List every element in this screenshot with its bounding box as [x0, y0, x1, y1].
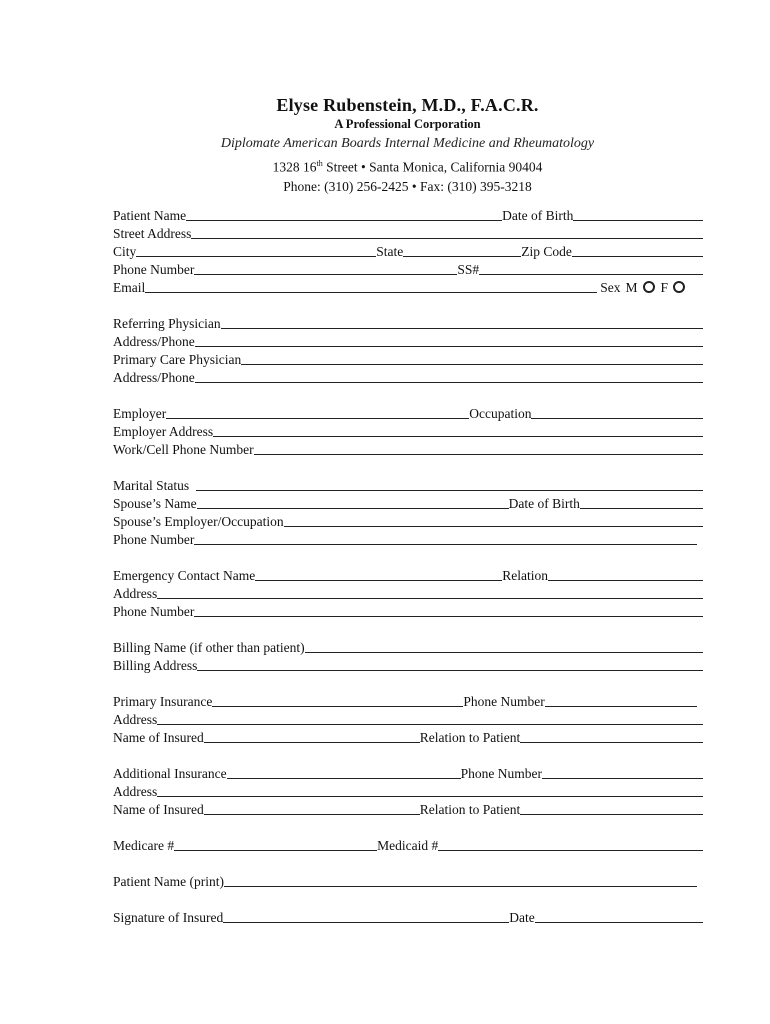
state-field[interactable] — [403, 244, 521, 257]
pcp-field[interactable] — [241, 352, 703, 365]
spouse-name-field[interactable] — [197, 496, 509, 509]
additional-insured-field[interactable] — [204, 802, 420, 815]
office-phone-fax: Phone: (310) 256-2425 • Fax: (310) 395-3218 — [283, 178, 532, 194]
row-employer — [113, 404, 703, 422]
medicare-field[interactable] — [174, 838, 377, 851]
additional-relation-label: Relation to Patient — [419, 802, 521, 817]
primary-insurance-field[interactable] — [212, 694, 463, 707]
additional-relation-field[interactable] — [520, 802, 703, 815]
row-emergency-phone — [113, 602, 703, 620]
phone-label: Phone Number — [113, 262, 195, 277]
spouse-name-label: Spouse’s Name — [113, 496, 197, 511]
patient-print-label: Patient Name (print) — [113, 874, 224, 889]
row-pcp-address — [113, 368, 703, 386]
additional-insurance-label: Additional Insurance — [113, 766, 227, 781]
state-label: State — [376, 244, 404, 259]
signature-label: Signature of Insured — [113, 910, 224, 925]
row-pcp — [113, 350, 703, 368]
work-phone-field[interactable] — [254, 442, 703, 455]
row-patient-name — [113, 206, 703, 224]
letterhead — [0, 94, 770, 196]
dob-label: Date of Birth — [502, 208, 574, 223]
sex-f-radio[interactable] — [673, 281, 685, 293]
primary-insurance-address-field[interactable] — [157, 712, 703, 725]
ss-label: SS# — [457, 262, 480, 277]
email-field[interactable] — [145, 280, 597, 293]
row-patient-print — [113, 872, 703, 890]
additional-insurance-phone-field[interactable] — [542, 766, 703, 779]
address-street: Street • Santa Monica, California 90404 — [322, 159, 543, 175]
referring-address-field[interactable] — [195, 334, 703, 347]
spouse-phone-label: Phone Number — [113, 532, 195, 547]
additional-insurance-address-field[interactable] — [157, 784, 703, 797]
spouse-phone-field[interactable] — [194, 532, 697, 545]
zip-field[interactable] — [572, 244, 703, 257]
medicaid-field[interactable] — [438, 838, 703, 851]
employer-address-field[interactable] — [213, 424, 703, 437]
primary-insurance-label: Primary Insurance — [113, 694, 213, 709]
billing-address-field[interactable] — [197, 658, 703, 671]
occupation-label: Occupation — [469, 406, 532, 421]
pcp-address-label: Address/Phone — [113, 370, 195, 385]
row-referring — [113, 314, 703, 332]
signature-field[interactable] — [223, 910, 509, 923]
row-email — [113, 278, 703, 296]
work-phone-label: Work/Cell Phone Number — [113, 442, 254, 457]
primary-relation-label: Relation to Patient — [419, 730, 521, 745]
zip-label: Zip Code — [521, 244, 572, 259]
row-primary-insurance-address — [113, 710, 703, 728]
additional-insured-label: Name of Insured — [113, 802, 204, 817]
row-ref-address — [113, 332, 703, 350]
occupation-field[interactable] — [531, 406, 703, 419]
row-additional-insurance-address — [113, 782, 703, 800]
referring-physician-field[interactable] — [221, 316, 703, 329]
patient-name-field[interactable] — [186, 208, 502, 221]
row-spouse-phone — [113, 530, 703, 548]
billing-address-label: Billing Address — [113, 658, 198, 673]
primary-insurance-phone-field[interactable] — [545, 694, 697, 707]
address-superscript: th — [316, 159, 323, 168]
billing-name-field[interactable] — [305, 640, 703, 653]
email-label: Email — [113, 280, 146, 295]
primary-insured-field[interactable] — [204, 730, 420, 743]
city-field[interactable] — [136, 244, 376, 257]
row-work-phone — [113, 440, 703, 458]
row-spouse-name — [113, 494, 703, 512]
street-address-label: Street Address — [113, 226, 192, 241]
spouse-dob-label: Date of Birth — [508, 496, 580, 511]
phone-field[interactable] — [194, 262, 457, 275]
sex-f-label: F — [660, 280, 669, 295]
primary-insurance-phone-label: Phone Number — [463, 694, 545, 709]
emergency-address-field[interactable] — [157, 586, 703, 599]
sex-label: Sex — [600, 280, 621, 295]
row-additional-insured — [113, 800, 703, 818]
corporation-line: A Professional Corporation — [334, 117, 481, 131]
row-billing-address — [113, 656, 703, 674]
row-emergency — [113, 566, 703, 584]
row-medicare — [113, 836, 703, 854]
marital-status-label: Marital Status — [113, 478, 190, 493]
sex-m-label: M — [625, 280, 638, 295]
spouse-employer-field[interactable] — [284, 514, 703, 527]
date-field[interactable] — [535, 910, 703, 923]
row-street — [113, 224, 703, 242]
emergency-phone-field[interactable] — [194, 604, 703, 617]
row-employer-address — [113, 422, 703, 440]
emergency-phone-label: Phone Number — [113, 604, 195, 619]
row-marital — [113, 476, 703, 494]
street-address-field[interactable] — [191, 226, 703, 239]
row-primary-insurance — [113, 692, 703, 710]
physician-name: Elyse Rubenstein, M.D., F.A.C.R. — [276, 95, 539, 115]
diplomate-line: Diplomate American Boards Internal Medicine and Rheumatology — [220, 136, 595, 151]
billing-name-label: Billing Name (if other than patient) — [113, 640, 305, 655]
row-signature — [113, 908, 703, 926]
referring-address-label: Address/Phone — [113, 334, 195, 349]
medicaid-label: Medicaid # — [377, 838, 439, 853]
address-number: 1328 16 — [272, 159, 317, 175]
row-billing-name — [113, 638, 703, 656]
row-city — [113, 242, 703, 260]
employer-field[interactable] — [166, 406, 469, 419]
primary-insured-label: Name of Insured — [113, 730, 204, 745]
row-additional-insurance — [113, 764, 703, 782]
row-phone — [113, 260, 703, 278]
primary-insurance-address-label: Address — [113, 712, 158, 727]
employer-address-label: Employer Address — [113, 424, 214, 439]
patient-print-field[interactable] — [224, 874, 697, 887]
spouse-employer-label: Spouse’s Employer/Occupation — [113, 514, 284, 529]
office-address — [0, 154, 770, 177]
emergency-address-label: Address — [113, 586, 158, 601]
row-spouse-employer — [113, 512, 703, 530]
additional-insurance-phone-label: Phone Number — [460, 766, 542, 781]
relation-label: Relation — [502, 568, 548, 583]
city-label: City — [113, 244, 137, 259]
additional-insurance-address-label: Address — [113, 784, 158, 799]
emergency-contact-label: Emergency Contact Name — [113, 568, 256, 583]
pcp-address-field[interactable] — [195, 370, 703, 383]
medicare-label: Medicare # — [113, 838, 175, 853]
patient-name-label: Patient Name — [113, 208, 187, 223]
relation-field[interactable] — [548, 568, 703, 581]
primary-relation-field[interactable] — [520, 730, 703, 743]
sex-m-radio[interactable] — [643, 281, 655, 293]
row-primary-insured — [113, 728, 703, 746]
dob-field[interactable] — [573, 208, 703, 221]
employer-label: Employer — [113, 406, 167, 421]
referring-physician-label: Referring Physician — [113, 316, 221, 331]
marital-status-field[interactable] — [196, 478, 703, 491]
pcp-label: Primary Care Physician — [113, 352, 242, 367]
row-emergency-address — [113, 584, 703, 602]
patient-intake-form — [113, 206, 703, 926]
ss-field[interactable] — [479, 262, 703, 275]
date-label: Date — [509, 910, 535, 925]
additional-insurance-field[interactable] — [227, 766, 461, 779]
emergency-contact-field[interactable] — [255, 568, 502, 581]
spouse-dob-field[interactable] — [580, 496, 703, 509]
